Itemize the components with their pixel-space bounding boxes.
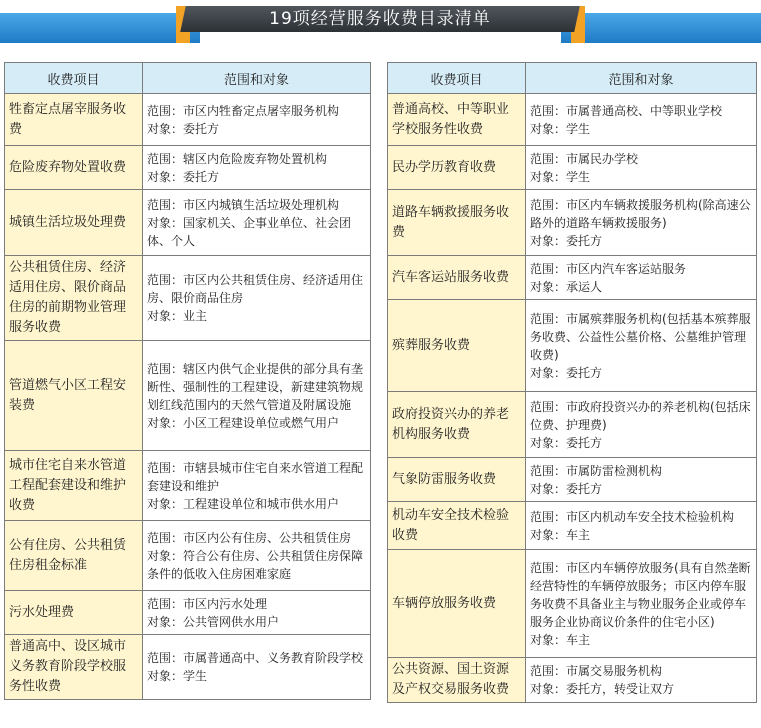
fee-scope-cell xyxy=(526,502,757,550)
target-text: 对象：委托方，转受让双方 xyxy=(530,682,675,696)
fee-item-name: 公有住房、公共租赁住房租金标准 xyxy=(5,521,143,591)
fee-item-name: 气象防雷服务收费 xyxy=(388,458,526,502)
fee-scope-cell xyxy=(143,341,371,451)
table-row xyxy=(388,300,757,392)
fee-scope-cell xyxy=(526,94,757,146)
table-row xyxy=(5,451,371,521)
table-row xyxy=(388,256,757,300)
fee-item-name: 公共租赁住房、经济适用住房、限价商品住房的前期物业管理服务收费 xyxy=(5,256,143,341)
table-row xyxy=(388,392,757,458)
table-row xyxy=(5,521,371,591)
target-text: 对象：委托方 xyxy=(530,233,603,248)
fee-item-name: 汽车客运站服务收费 xyxy=(388,256,526,300)
table-row xyxy=(388,146,757,190)
scope-text: 范围：市政府投资兴办的养老机构(包括床位费、护理费) xyxy=(530,399,751,432)
fee-scope-cell xyxy=(143,94,371,146)
target-text: 对象：符合公有住房、公共租赁住房保障条件的低收入住房困难家庭 xyxy=(147,548,364,581)
table-row xyxy=(388,190,757,256)
fee-item-name: 普通高中、设区城市义务教育阶段学校服务性收费 xyxy=(5,635,143,700)
target-text: 对象：国家机关、企事业单位、社会团体、个人 xyxy=(147,215,352,248)
scope-text: 范围：市区内城镇生活垃圾处理机构 xyxy=(147,197,340,212)
left-fee-table xyxy=(4,62,371,700)
target-text: 对象：委托方 xyxy=(530,481,603,496)
fee-item-name: 政府投资兴办的养老机构服务收费 xyxy=(388,392,526,458)
scope-text: 范围：市属民办学校 xyxy=(530,151,639,166)
fee-item-name: 城镇生活垃圾处理费 xyxy=(5,190,143,256)
table-row xyxy=(5,591,371,635)
target-text: 对象：公共管网供水用户 xyxy=(147,614,280,629)
table-row xyxy=(5,146,371,190)
scope-text: 范围：市区内公共租赁住房、经济适用住房、限价商品住房 xyxy=(147,273,364,305)
scope-text: 范围：市属交易服务机构 xyxy=(530,664,663,678)
fee-item-name: 殡葬服务收费 xyxy=(388,300,526,392)
fee-item-name: 民办学历教育收费 xyxy=(388,146,526,190)
scope-text: 范围：辖区内危险废弃物处置机构 xyxy=(147,151,328,166)
scope-text: 范围：市属防雷检测机构 xyxy=(530,463,663,478)
fee-scope-cell xyxy=(143,635,371,700)
target-text: 对象：承运人 xyxy=(530,279,603,294)
page-title: 19项经营服务收费目录清单 xyxy=(269,9,491,29)
fee-item-name: 牲畜定点屠宰服务收费 xyxy=(5,94,143,146)
fee-scope-cell xyxy=(526,392,757,458)
target-text: 对象：委托方 xyxy=(147,169,220,184)
table-row xyxy=(5,256,371,341)
fee-scope-cell xyxy=(143,256,371,341)
fee-item-name: 机动车安全技术检验收费 xyxy=(388,502,526,550)
fee-item-name: 车辆停放服务收费 xyxy=(388,550,526,658)
target-text: 对象：小区工程建设单位或燃气用户 xyxy=(147,415,340,430)
header-row xyxy=(388,63,757,94)
target-text: 对象：业主 xyxy=(147,309,208,323)
scope-text: 范围：市区内牲畜定点屠宰服务机构 xyxy=(147,103,340,118)
banner-right-bar xyxy=(561,13,761,43)
scope-text: 范围：市区内车辆停放服务(具有自然垄断经营特性的车辆停放服务；市区内停车服务收费不具备业主与物业服务企业或停车服务企业协商议价条件的住宅小区) xyxy=(530,560,751,629)
scope-text: 范围：辖区内供气企业提供的部分具有垄断性、强制性的工程建设，新建建筑物规划红线范围内的天然气管道及附属设施 xyxy=(147,361,364,412)
fee-item-name: 普通高校、中等职业学校服务性收费 xyxy=(388,94,526,146)
fee-item-name: 管道燃气小区工程安装费 xyxy=(5,341,143,451)
fee-scope-cell xyxy=(526,658,757,703)
right-fee-table xyxy=(387,62,757,703)
fee-scope-cell xyxy=(143,591,371,635)
title-banner xyxy=(0,0,761,44)
fee-scope-cell xyxy=(143,190,371,256)
fee-item-name: 公共资源、国土资源及产权交易服务收费 xyxy=(388,658,526,703)
fee-scope-cell xyxy=(526,458,757,502)
table-row xyxy=(388,550,757,658)
target-text: 对象：工程建设单位和城市供水用户 xyxy=(147,496,340,511)
scope-text: 范围：市区内公有住房、公共租赁住房 xyxy=(147,530,352,545)
scope-text: 范围：市区内车辆救援服务机构(除高速公路外的道路车辆救援服务) xyxy=(530,197,751,230)
scope-text: 范围：市区内机动车安全技术检验机构 xyxy=(530,509,735,524)
fee-scope-cell xyxy=(526,256,757,300)
table-row xyxy=(5,635,371,700)
fee-scope-cell xyxy=(526,146,757,190)
fee-item-name: 城市住宅自来水管道工程配套建设和维护收费 xyxy=(5,451,143,521)
fee-scope-cell xyxy=(143,521,371,591)
target-text: 对象：学生 xyxy=(147,669,208,683)
target-text: 对象：委托方 xyxy=(147,121,220,136)
scope-text: 范围：市属普通高中、义务教育阶段学校 xyxy=(147,651,364,665)
fee-scope-cell xyxy=(526,300,757,392)
header-item: 收费项目 xyxy=(5,63,143,94)
fee-item-name: 道路车辆救援服务收费 xyxy=(388,190,526,256)
scope-text: 范围：市辖县城市住宅自来水管道工程配套建设和维护 xyxy=(147,460,364,493)
header-scope: 范围和对象 xyxy=(526,63,757,94)
scope-text: 范围：市区内汽车客运站服务 xyxy=(530,261,687,276)
header-row xyxy=(5,63,371,94)
scope-text: 范围：市区内污水处理 xyxy=(147,596,268,611)
fee-item-name: 污水处理费 xyxy=(5,591,143,635)
fee-scope-cell xyxy=(143,146,371,190)
target-text: 对象：车主 xyxy=(530,527,591,542)
table-row xyxy=(5,190,371,256)
header-scope: 范围和对象 xyxy=(143,63,371,94)
table-row xyxy=(5,341,371,451)
target-text: 对象：学生 xyxy=(530,121,591,136)
table-row xyxy=(388,502,757,550)
target-text: 对象：车主 xyxy=(530,632,591,647)
target-text: 对象：委托方 xyxy=(530,435,603,450)
table-row xyxy=(388,658,757,703)
table-row xyxy=(5,94,371,146)
banner-left-bar xyxy=(0,13,200,43)
fee-item-name: 危险废弃物处置收费 xyxy=(5,146,143,190)
target-text: 对象：委托方 xyxy=(530,365,603,380)
fee-scope-cell xyxy=(526,190,757,256)
fee-scope-cell xyxy=(526,550,757,658)
table-row xyxy=(388,94,757,146)
scope-text: 范围：市属普通高校、中等职业学校 xyxy=(530,103,723,118)
fee-scope-cell xyxy=(143,451,371,521)
header-item: 收费项目 xyxy=(388,63,526,94)
scope-text: 范围：市属殡葬服务机构(包括基本殡葬服务收费、公益性公墓价格、公墓维护管理收费) xyxy=(530,311,751,362)
table-row xyxy=(388,458,757,502)
target-text: 对象：学生 xyxy=(530,169,591,184)
